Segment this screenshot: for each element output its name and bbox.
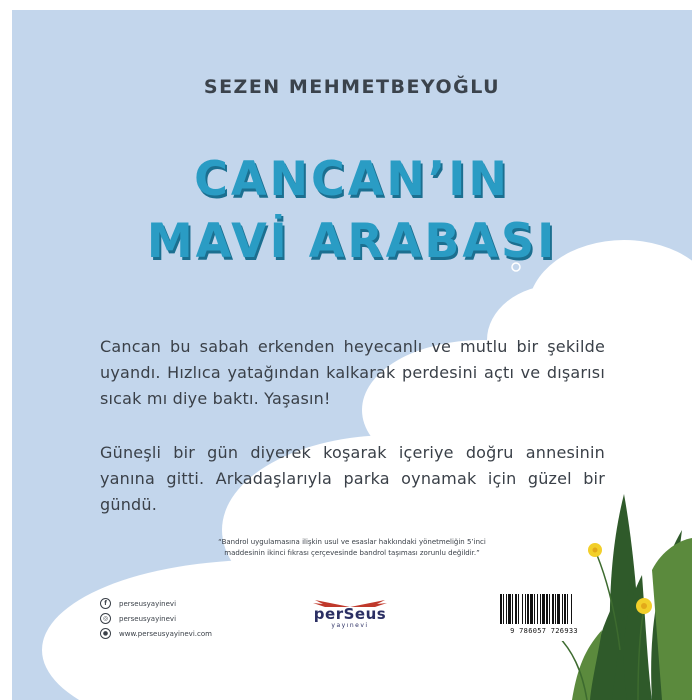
bandrol-notice-line1: “Bandrol uygulamasına ilişkin usul ve esaslar hakkındaki yönetmeliğin 5’inci [218,538,486,546]
barcode-bars [496,591,592,627]
bandrol-notice-line2: maddesinin ikinci fıkrası çerçevesinde bandrol taşıması zorunlu değildir.” [224,549,480,557]
social-instagram[interactable] [100,613,176,624]
bandrol-notice [162,537,542,559]
social-website[interactable] [100,628,212,639]
publisher-logo [295,595,405,631]
facebook-handle: perseusyayinevi [119,599,177,608]
publisher-name: perSeus [313,605,387,623]
isbn-barcode [496,591,592,641]
publisher-sub: yayınevi [331,622,369,629]
instagram-icon: ◎ [100,613,111,624]
globe-icon: ● [100,628,111,639]
author-name: SEZEN MEHMETBEYOĞLU [203,76,501,98]
book-title-line2: MAVİ ARABASI [146,214,558,269]
facebook-icon: f [100,598,111,609]
book-back-cover [12,10,692,700]
blurb-paragraph-2: Güneşli bir gün diyerek koşarak içeriye doğru annesinin yanına gitti. Arkadaşlarıyla parka oynamak için güzel bir gündü. [100,443,605,514]
instagram-handle: perseusyayinevi [119,614,177,623]
website-url: www.perseusyayinevi.com [119,629,212,638]
social-facebook[interactable] [100,598,176,609]
isbn-number: 9 786057 726933 [510,627,578,635]
book-title-line1: CANCAN’IN [194,152,510,207]
blurb-paragraph-1: Cancan bu sabah erkenden heyecanlı ve mutlu bir şekilde uyandı. Hızlıca yatağından kalkarak perdesini açtı ve dışarısı sıcak mı diye baktı. Yaşasın! [100,337,605,408]
